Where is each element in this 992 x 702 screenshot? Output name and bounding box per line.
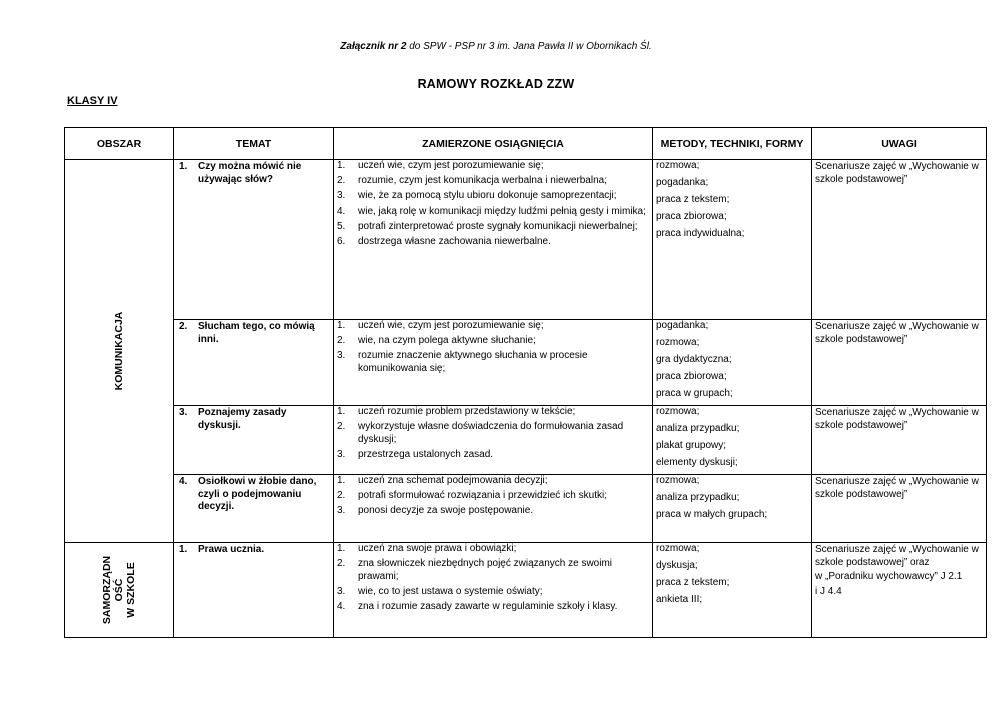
remarks <box>815 320 983 346</box>
header-topic: TEMAT <box>174 128 334 160</box>
method-item: praca zbiorowa; <box>656 210 727 222</box>
methods-cell <box>653 320 812 406</box>
table-header-row <box>65 128 987 160</box>
goal-number: 3. <box>337 350 346 362</box>
area-label <box>101 556 137 624</box>
goal-number: 4. <box>337 205 346 217</box>
methods-cell <box>653 474 812 542</box>
topic <box>177 475 330 514</box>
table-row <box>65 405 987 474</box>
remarks-cell <box>812 320 987 406</box>
area-cell <box>65 542 174 637</box>
remark-line: w „Poradniku wychowawcy” J 2.1 <box>815 571 963 583</box>
remark-line: Scenariusze zajęć w „Wychowanie w szkole podstawowej” <box>815 475 979 500</box>
goal-number: 2. <box>337 558 346 570</box>
remarks-cell <box>812 542 987 637</box>
goal-number: 1. <box>337 160 346 171</box>
goal-item <box>337 601 649 614</box>
goal-number: 5. <box>337 220 346 232</box>
topic-title: Prawa ucznia. <box>198 543 265 555</box>
goal-text: zna i rozumie zasady zawarte w regulaminie szkoły i klasy. <box>358 601 618 613</box>
remarks <box>815 406 983 432</box>
goal-number: 1. <box>337 405 346 417</box>
method-item: praca zbiorowa; <box>656 370 727 382</box>
goal-item <box>337 475 649 488</box>
goal-text: przestrzega ustalonych zasad. <box>358 448 494 460</box>
goals-list <box>337 543 649 614</box>
area-cell <box>65 160 174 543</box>
topic-cell <box>174 474 334 542</box>
table-row <box>65 160 987 320</box>
remark-line: Scenariusze zajęć w „Wychowanie w szkole podstawowej” oraz <box>815 543 979 568</box>
goal-item <box>337 543 649 556</box>
goal-text: ponosi decyzje za swoje postępowanie. <box>358 505 534 517</box>
goal-text: uczeń rozumie problem przedstawiony w tekście; <box>358 405 576 417</box>
remark-line: Scenariusze zajęć w „Wychowanie w szkole podstawowej” <box>815 161 979 185</box>
method-item: rozmowa; <box>656 474 700 486</box>
goal-number: 4. <box>337 601 346 613</box>
methods-list <box>656 320 808 401</box>
goal-number: 1. <box>337 320 346 331</box>
method-item: rozmowa; <box>656 542 700 554</box>
plan-table <box>64 127 987 638</box>
goal-text: zna słowniczek niezbędnych pojęć związanych ze swoimi prawami; <box>358 558 613 582</box>
table-row <box>65 474 987 542</box>
attachment-header <box>0 41 992 52</box>
document-title: RAMOWY ROZKŁAD ZZW <box>417 77 575 91</box>
table-row <box>65 320 987 406</box>
topic-title: Czy można mówić nie używając słów? <box>198 161 302 185</box>
topic <box>177 543 330 557</box>
goal-number: 3. <box>337 448 346 460</box>
method-item: praca z tekstem; <box>656 193 730 205</box>
method-item: analiza przypadku; <box>656 422 740 434</box>
goals-cell <box>334 320 653 406</box>
area-label <box>113 312 125 391</box>
goals-list <box>337 475 649 518</box>
topic <box>177 320 330 346</box>
method-item: ankieta III; <box>656 593 703 605</box>
remarks-cell <box>812 405 987 474</box>
method-item: rozmowa; <box>656 160 700 171</box>
goal-text: wykorzystuje własne doświadczenia do formułowania zasad dyskusji; <box>358 421 624 445</box>
method-item: dyskusja; <box>656 559 698 571</box>
area-label-line: OŚĆ <box>113 578 125 602</box>
goal-item <box>337 320 649 333</box>
goal-number: 6. <box>337 235 346 247</box>
area-label-line: W SZKOLE <box>125 562 137 618</box>
remarks <box>815 543 983 598</box>
goal-text: wie, jaką rolę w komunikacji między ludźmi pełnią gesty i mimika; <box>358 205 646 217</box>
method-item: praca w grupach; <box>656 387 733 399</box>
methods-list <box>656 406 808 470</box>
goal-text: wie, że za pomocą stylu ubioru dokonuje samoprezentacji; <box>358 190 617 202</box>
goal-item <box>337 236 649 249</box>
goal-text: uczeń wie, czym jest porozumiewanie się; <box>358 160 544 171</box>
goal-text: wie, co to jest ustawa o systemie oświaty; <box>358 585 543 597</box>
goal-number: 3. <box>337 505 346 517</box>
goal-text: potrafi zinterpretować proste sygnały komunikacji niewerbalnej; <box>358 220 638 232</box>
method-item: plakat grupowy; <box>656 439 727 451</box>
goal-text: uczeń wie, czym jest porozumiewanie się; <box>358 320 544 331</box>
methods-list <box>656 475 808 522</box>
topic-title: Słucham tego, co mówią inni. <box>198 321 315 345</box>
method-item: praca w małych grupach; <box>656 508 768 520</box>
table-body <box>65 160 987 638</box>
goal-item <box>337 160 649 173</box>
method-item: pogadanka; <box>656 176 709 188</box>
goal-text: uczeń zna swoje prawa i obowiązki; <box>358 542 517 554</box>
goals-cell <box>334 474 653 542</box>
topic-number: 3. <box>179 406 188 418</box>
topic <box>177 406 330 432</box>
methods-cell <box>653 160 812 320</box>
header-methods: METODY, TECHNIKI, FORMY <box>653 128 812 160</box>
goal-item <box>337 221 649 234</box>
goals-cell <box>334 160 653 320</box>
topic-cell <box>174 160 334 320</box>
method-item: pogadanka; <box>656 320 709 331</box>
goal-number: 2. <box>337 490 346 502</box>
goal-item <box>337 190 649 203</box>
goal-text: rozumie znaczenie aktywnego słuchania w procesie komunikowania się; <box>358 350 588 374</box>
goal-text: rozumie, czym jest komunikacja werbalna i niewerbalna; <box>358 175 607 187</box>
topic-cell <box>174 542 334 637</box>
topic-number: 1. <box>179 543 188 555</box>
topic-number: 2. <box>179 321 188 332</box>
topic-cell <box>174 320 334 406</box>
goal-text: wie, na czym polega aktywne słuchanie; <box>358 335 536 347</box>
goal-item <box>337 175 649 188</box>
header-area: OBSZAR <box>65 128 174 160</box>
method-item: analiza przypadku; <box>656 491 740 503</box>
goals-list <box>337 320 649 376</box>
methods-cell <box>653 405 812 474</box>
attachment-header-rest: do SPW - PSP nr 3 im. Jana Pawła II w Obornikach Śl. <box>406 41 652 52</box>
goal-item <box>337 406 649 419</box>
goals-cell <box>334 405 653 474</box>
topic-title: Poznajemy zasady dyskusji. <box>198 406 287 431</box>
goal-number: 1. <box>337 542 346 554</box>
area-label-line: KOMUNIKACJA <box>113 311 125 391</box>
area-label-line: SAMORZĄDN <box>101 555 113 625</box>
methods-cell <box>653 542 812 637</box>
goal-number: 2. <box>337 175 346 187</box>
goal-number: 2. <box>337 335 346 347</box>
goal-text: dostrzega własne zachowania niewerbalne. <box>358 235 551 247</box>
goal-number: 1. <box>337 474 346 486</box>
topic-number: 4. <box>179 475 188 487</box>
topic <box>177 160 330 186</box>
remarks <box>815 475 983 501</box>
goal-item <box>337 421 649 446</box>
goal-item <box>337 350 649 375</box>
header-remarks: UWAGI <box>812 128 987 160</box>
goal-text: potrafi sformułować rozwiązania i przewidzieć ich skutki; <box>358 490 607 502</box>
class-label: KLASY IV <box>67 95 118 107</box>
topic-number: 1. <box>179 161 188 172</box>
remark-line: Scenariusze zajęć w „Wychowanie w szkole podstawowej” <box>815 406 979 431</box>
topic-cell <box>174 405 334 474</box>
goals-cell <box>334 542 653 637</box>
goal-item <box>337 505 649 518</box>
attachment-header-bold: Załącznik nr 2 <box>340 41 407 52</box>
goal-item <box>337 586 649 599</box>
goal-number: 3. <box>337 585 346 597</box>
goals-list <box>337 406 649 462</box>
method-item: rozmowa; <box>656 336 700 348</box>
goal-item <box>337 449 649 462</box>
goal-text: uczeń zna schemat podejmowania decyzji; <box>358 474 548 486</box>
goal-item <box>337 206 649 219</box>
topic-title: Osiołkowi w żłobie dano, czyli o podejmowaniu decyzji. <box>198 475 317 513</box>
goal-item <box>337 335 649 348</box>
remarks-cell <box>812 160 987 320</box>
table-row <box>65 542 987 637</box>
goal-item <box>337 490 649 503</box>
goal-number: 2. <box>337 421 346 433</box>
goal-number: 3. <box>337 190 346 202</box>
goals-list <box>337 160 649 249</box>
remark-line: i J 4.4 <box>815 585 842 597</box>
header-goals: ZAMIERZONE OSIĄGNIĘCIA <box>334 128 653 160</box>
method-item: elementy dyskusji; <box>656 456 738 468</box>
method-item: gra dydaktyczna; <box>656 353 732 365</box>
remarks <box>815 160 983 186</box>
method-item: praca z tekstem; <box>656 576 730 588</box>
methods-list <box>656 543 808 607</box>
method-item: rozmowa; <box>656 405 700 417</box>
remark-line: Scenariusze zajęć w „Wychowanie w szkole podstawowej” <box>815 321 979 345</box>
methods-list <box>656 160 808 241</box>
goal-item <box>337 558 649 583</box>
method-item: praca indywidualna; <box>656 227 745 239</box>
remarks-cell <box>812 474 987 542</box>
